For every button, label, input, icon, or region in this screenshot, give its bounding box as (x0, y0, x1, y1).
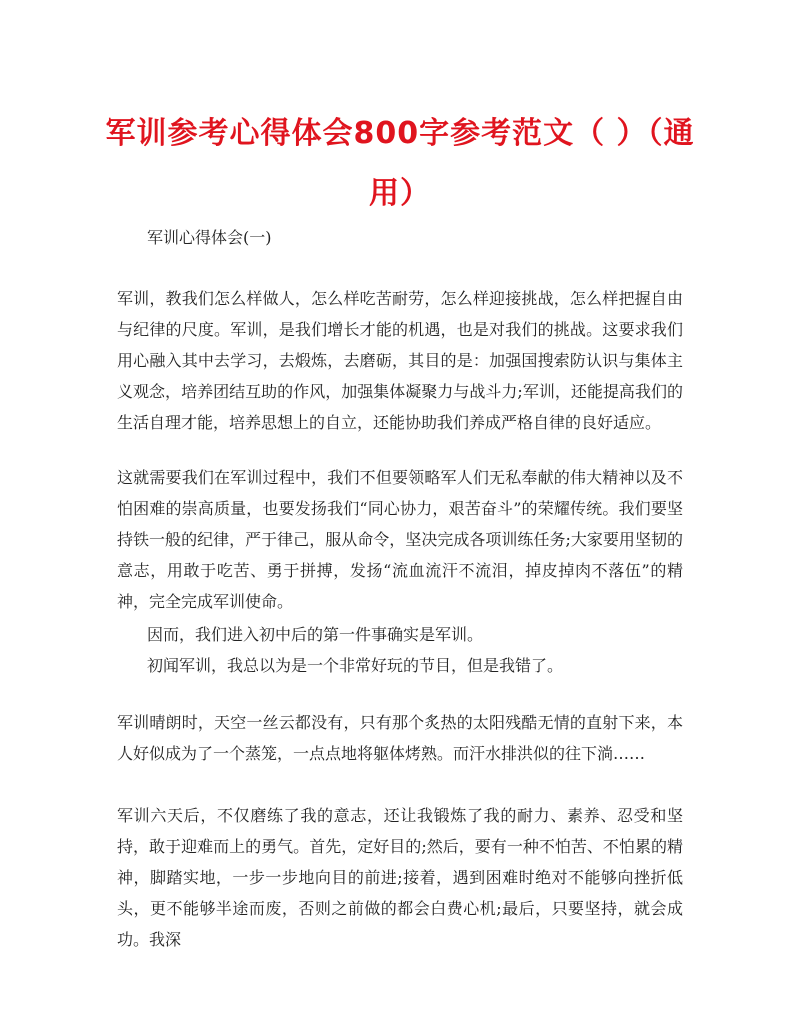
section-heading: 军训心得体会(一) (147, 228, 272, 247)
paragraph-4: 初闻军训，我总以为是一个非常好玩的节目，但是我错了。 (147, 656, 564, 675)
paragraph-1: 军训，教我们怎么样做人，怎么样吃苦耐劳，怎么样迎接挑战，怎么样把握自由与纪律的尺度。军训，是我们增长才能的机遇，也是对我们的挑战。这要求我们用心融入其中去学习，去煅炼，去磨砺，其目的是：加强国搜索防认识与集体主义观念，培养团结互助的作风，加强集体凝聚力与战斗力;军训，还能提高我们的生活自理才能，培养思想上的自立，还能协助我们养成严格自律的良好适应。 (117, 289, 683, 432)
document-title: 军训参考心得体会800字参考范文（ ）（通用） (105, 116, 695, 211)
paragraph-5: 军训晴朗时，天空一丝云都没有，只有那个炙热的太阳残酷无情的直射下来，本人好似成为了一个蒸笼，一点点地将躯体烤熟。而汗水排洪似的往下淌…… (117, 713, 683, 763)
paragraph-2: 这就需要我们在军训过程中，我们不但要领略军人们无私奉献的伟大精神以及不怕困难的崇高质量，也要发扬我们“同心协力，艰苦奋斗”的荣耀传统。我们要坚持铁一般的纪律，严于律己，服从命令，坚决完成各项训练任务;大家要用坚韧的意志，用敢于吃苦、勇于拼搏，发扬“流血流汗不流泪，掉皮掉肉不落伍”的精神，完全完成军训使命。 (117, 468, 683, 611)
paragraph-6: 军训六天后，不仅磨练了我的意志，还让我锻炼了我的耐力、素养、忍受和坚持，敢于迎难而上的勇气。首先，定好目的;然后，要有一种不怕苦、不怕累的精神，脚踏实地，一步一步地向目的前进;接着，遇到困难时绝对不能够向挫折低头，更不能够半途而废，否则之前做的都会白费心机;最后，只要坚持，就会成功。我深 (117, 806, 683, 949)
paragraph-3: 因而，我们进入初中后的第一件事确实是军训。 (147, 625, 484, 644)
